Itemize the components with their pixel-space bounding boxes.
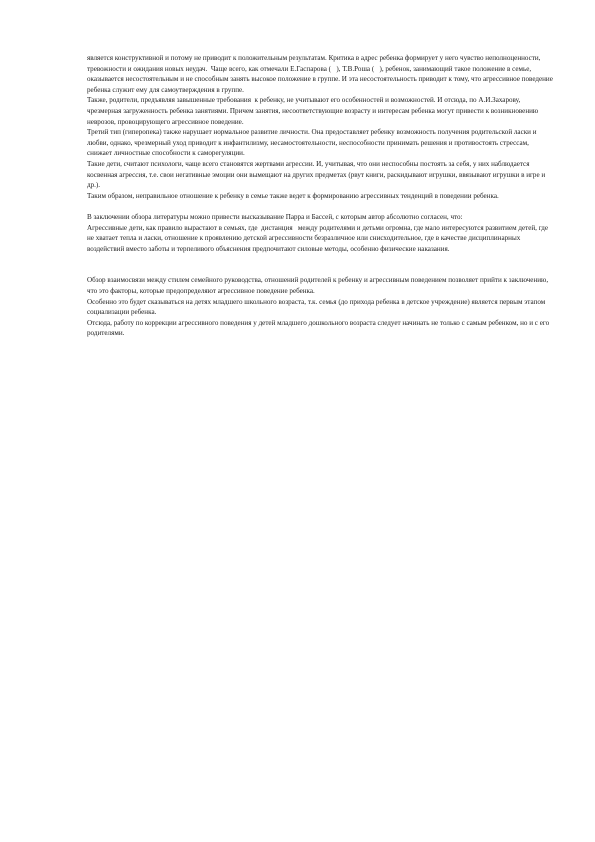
paragraph: Особенно это будет сказываться на детях младшего школьного возраста, т.к. семья (до прихода ребенка в детское учреждение) является первым этапом социализации ребенка. bbox=[87, 297, 548, 317]
paragraph: Агрессивные дети, как правило вырастают в семьях, где дистанция между родителями и детьми огромна, где мало интересуются развитием детей, где не хватает тепла и ласки, отношение к проявлению детской агрессивности безразличное или снисходительное, где в качестве дисциплинарных воздействий вместо заботы и терпеливого объяснения предпочитают силовые методы, особенно физические наказания. bbox=[87, 223, 550, 253]
paragraph: Такие дети, считают психологи, чаще всего становятся жертвами агрессии. И, учитывая, что они неспособны постоять за себя, у них наблюдается косвенная агрессия, т.е. свои негативные эмоции они вымещают на других предметах (рвут книги, раскидывают игрушки, ввязывают игрушки в игре и др.). bbox=[87, 159, 547, 190]
paragraph: В заключении обзора литературы можно привести высказывание Парра и Бассей, с которым автор абсолютно согласен, что: bbox=[87, 212, 463, 221]
spacer bbox=[87, 254, 555, 275]
paragraph: является конструктивной и потому не приводит к положительным результатам. Критика в адрес ребенка формирует у него чувство неполноценности, тревожности и ожидания новых неудач. Чаще всего, как отмечали Е.Гаспарова ( ), Т.В.Роша ( ), ребенок, занимающий такое положение в семье, оказывается несостоятельным и не способным занять высокое положение в группе. И эта несостоятельность приводит к тому, что агрессивное поведение ребенка служит ему для самоутверждения в группе. bbox=[87, 54, 555, 94]
paragraph: Таким образом, неправильное отношение к ребенку в семье также ведет к формированию агрессивных тенденций в поведении ребенка. bbox=[87, 191, 499, 200]
paragraph: Также, родители, предъявляя завышенные требования к ребенку, не учитывают его особенностей и возможностей. И отсюда, по А.И.Захарову, чрезмерная загруженность ребенка занятиями. Причем занятия, несоответствующие возрасту и интересам ребенка могут привести к возникновению неврозов, провоцирующего агрессивное поведение. bbox=[87, 96, 540, 126]
document-body bbox=[87, 53, 555, 339]
paragraph: Обзор взаимосвязи между стилем семейного руководства, отношений родителей к ребенку и агрессивным поведением позволяет прийти к заключению, что это факторы, которые предопределяют агрессивное поведение ребенка. bbox=[87, 276, 550, 296]
spacer bbox=[87, 201, 555, 212]
paragraph: Третий тип (гиперопека) также нарушает нормальное развитие личности. Она предоставляет ребенку возможность получения родительской ласки и любви, однако, чрезмерный уход приводит к инфантилизму, несамостоятельности, неспособности принимать решения и противостоять стрессам, снижает личностные способности к саморегуляции. bbox=[87, 128, 539, 158]
paragraph: Отсюда, работу по коррекции агрессивного поведения у детей младшего дошкольного возраста следует начинать не только с самым ребенком, но и с его родителями. bbox=[87, 318, 551, 338]
